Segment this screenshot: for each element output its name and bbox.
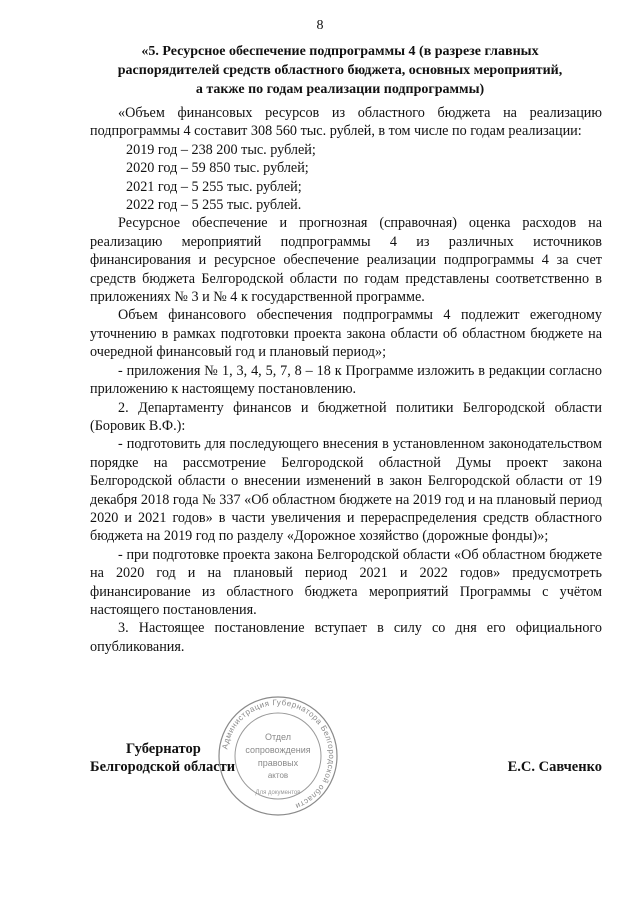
- paragraph-budget-2020: - при подготовке проекта закона Белгородской области «Об областном бюджете на 2020 год и на плановый период 2021 и 2022 годов» предусмотреть финансирование из областного бюджета мероприятий Программы с учётом настоящего постановления.: [90, 546, 602, 618]
- paragraph-annual-update: Объем финансового обеспечения подпрограммы 4 подлежит ежегодному уточнению в рамках подготовки проекта закона области об областном бюджете на очередной финансовый год и плановый период»;: [90, 307, 602, 361]
- signatory-title-line1: Губернатор: [126, 741, 201, 757]
- paragraph-funding-total: «Объем финансовых ресурсов из областного бюджета на реализацию подпрограммы 4 составит 308 560 тыс. рублей, в том числе по годам реализации:: [90, 105, 602, 140]
- stamp-inner-line4: актов: [267, 771, 289, 780]
- paragraph-item-3: 3. Настоящее постановление вступает в силу со дня его официального опубликования.: [90, 620, 602, 655]
- document-body: [90, 104, 602, 656]
- page-number: 8: [316, 18, 324, 33]
- signatory-title-line2: Белгородской области: [90, 759, 236, 775]
- year-amount-2022: 2022 год – 5 255 тыс. рублей.: [126, 197, 302, 214]
- paragraph-prepare-draft: - подготовить для последующего внесения в установленном законодательством порядке на рассмотрение Белгородской областной Думы проект закона Белгородской области о внесении изменений в закон Белгородской области от 19 декабря 2018 года № 337 «Об областном бюджете на 2019 год и на плановый период 2020 и 2021 годов» в части увеличения и перераспределения средств областного бюджета на 2019 год по разделу «Дорожное хозяйство (дорожные фонды)»;: [90, 436, 602, 545]
- stamp-ring-text: Администрация Губернатора Белгородской области: [220, 697, 337, 811]
- stamp-bottom-text: Для документов: [255, 790, 301, 796]
- year-amount-2021: 2021 год – 5 255 тыс. рублей;: [126, 178, 302, 195]
- section-heading: [90, 42, 590, 99]
- stamp-inner-line3: правовых: [257, 758, 299, 768]
- heading-line: распорядителей средств областного бюджета, основных мероприятий,: [117, 63, 563, 78]
- year-amount-2019: 2019 год – 238 200 тыс. рублей;: [126, 141, 316, 158]
- stamp-inner-line1: Отдел: [264, 732, 292, 742]
- paragraph-resource-provision: Ресурсное обеспечение и прогнозная (справочная) оценка расходов на реализацию мероприятий подпрограммы 4 из различных источников финансирования и ресурсное обеспечение реализации подпрограммы 4 за счет средств бюджета Белгородской области по годам представлены соответственно в приложениях № 3 и № 4 к государственной программе.: [90, 215, 602, 306]
- paragraph-item-2: 2. Департаменту финансов и бюджетной политики Белгородской области (Боровик В.Ф.):: [90, 399, 602, 434]
- signatory-name: Е.С. Савченко: [507, 759, 602, 775]
- year-amount-2020: 2020 год – 59 850 тыс. рублей;: [126, 160, 309, 177]
- heading-line: «5. Ресурсное обеспечение подпрограммы 4 (в разрезе главных: [141, 44, 539, 59]
- signatory-title: [90, 740, 235, 776]
- official-stamp: [216, 694, 340, 818]
- paragraph-appendices: - приложения № 1, 3, 4, 5, 7, 8 – 18 к Программе изложить в редакции согласно приложению к настоящему постановлению.: [90, 362, 602, 398]
- stamp-inner-line2: сопровождения: [245, 745, 311, 755]
- heading-line: а также по годам реализации подпрограммы): [195, 82, 485, 97]
